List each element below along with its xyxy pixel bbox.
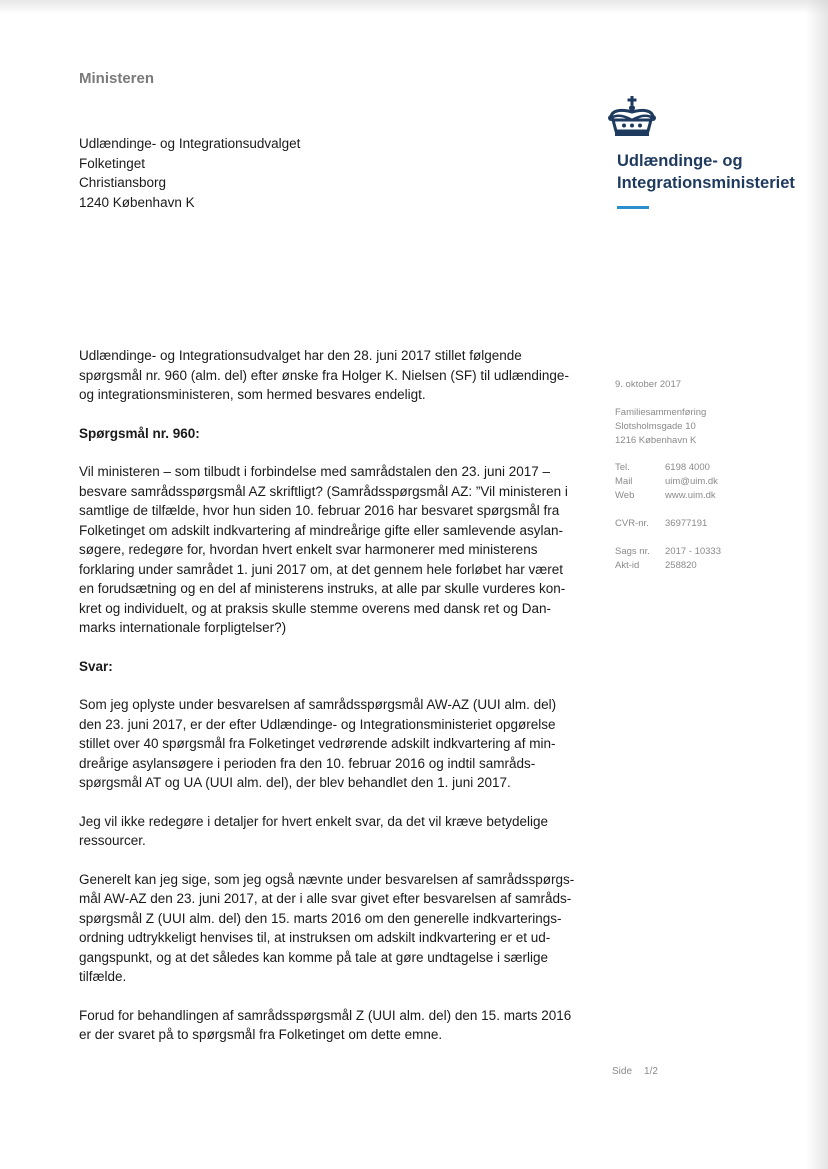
contact-row-mail <box>615 475 718 489</box>
sender-title: Ministeren <box>79 70 155 87</box>
recipient-address <box>79 134 300 212</box>
contact-label: Mail <box>615 476 633 487</box>
cvr-row <box>615 517 707 531</box>
address-line: Slotsholmsgade 10 <box>615 421 696 432</box>
text-line: marks internationale forpligtelser?) <box>79 620 287 635</box>
scan-shadow-top <box>0 0 828 14</box>
office-address <box>615 406 706 448</box>
text-line: Forud for behandlingen af samrådsspørgsmål Z (UUI alm. del) den 15. marts 2016 <box>79 1007 572 1023</box>
text-line: ressourcer. <box>79 833 146 848</box>
intro-paragraph <box>79 346 584 405</box>
contact-row-tel <box>615 461 718 475</box>
scan-shadow-right <box>806 0 828 1169</box>
case-info <box>615 545 721 573</box>
page-number <box>612 1066 670 1077</box>
address-line: Familiesammenføring <box>615 407 707 418</box>
text-line: kret og individuelt, og at praksis skulle stemme overens med dansk ret og Dan- <box>79 600 551 616</box>
recipient-line: Udlændinge- og Integrationsudvalget <box>79 136 301 151</box>
contact-value: www.uim.dk <box>665 490 716 501</box>
letter-body <box>79 346 584 1064</box>
text-line: den 23. juni 2017, er der efter Udlændinge- og Integrationsministeriet opgørelse <box>79 716 556 732</box>
ministry-name-line: Integrationsministeriet <box>617 174 795 192</box>
contact-value: uim@uim.dk <box>665 476 718 487</box>
case-label: Akt-id <box>615 560 640 571</box>
answer-paragraph <box>79 812 584 851</box>
text-line: ordning udtrykkeligt henvises til, at instruksen om adskilt indkvartering er et ud- <box>79 930 551 945</box>
text-line: gangspunkt, og at det således kan komme på tale at gøre undtagelse i særlige <box>79 949 549 965</box>
answer-paragraph <box>79 1006 584 1045</box>
text-line: samtlige de tilfælde, hvor hun siden 10. februar 2016 har besvaret spørgsmål fra <box>79 503 560 518</box>
text-line: tilfælde. <box>79 969 127 984</box>
case-value: 258820 <box>665 560 697 571</box>
text-line: og integrationsministeren, som hermed besvares endeligt. <box>79 387 426 402</box>
recipient-line: Folketinget <box>79 155 146 171</box>
ministry-name-line: Udlændinge- og <box>617 152 743 170</box>
question-heading: Spørgsmål nr. 960: <box>79 425 200 441</box>
text-line: er der svaret på to spørgsmål fra Folketinget om dette emne. <box>79 1027 443 1042</box>
contact-info <box>615 461 718 503</box>
text-line: en forudsætning og en del af ministerens instruks, at alle par skulle vurderes kon- <box>79 581 566 596</box>
text-line: forklaring under samrådet 1. juni 2017 om, at det gennem hele forløbet har været <box>79 561 564 577</box>
cvr-label: CVR-nr. <box>615 518 649 529</box>
case-row-aktid <box>615 559 721 573</box>
question-paragraph <box>79 462 584 638</box>
text-line: Jeg vil ikke redegøre i detaljer for hvert enkelt svar, da det vil kræve betydelige <box>79 813 548 829</box>
text-line: mål AW-AZ den 23. juni 2017, at der i alle svar givet efter besvarelsen af samråds- <box>79 891 572 906</box>
answer-heading: Svar: <box>79 658 113 674</box>
text-line: søgere, redegøre for, hvordan hvert enkelt svar harmonerer med ministerens <box>79 542 538 557</box>
text-line: besvare samrådsspørgsmål AZ skriftligt? (Samrådsspørgsmål AZ: ”Vil ministeren i <box>79 483 568 499</box>
text-line: stillet over 40 spørgsmål fra Folketinget vedrørende adskilt indkvartering af min- <box>79 736 556 751</box>
contact-value: 6198 4000 <box>665 462 710 473</box>
crown-icon <box>607 96 657 138</box>
cvr-value: 36977191 <box>665 518 708 529</box>
ministry-name <box>617 150 795 194</box>
text-line: dreårige asylansøgere i perioden fra den 10. februar 2016 og indtil samråds- <box>79 755 536 771</box>
recipient-line: Christiansborg <box>79 175 167 190</box>
answer-paragraph <box>79 695 584 793</box>
text-line: spørgsmål Z (UUI alm. del) den 15. marts 2016 om den generelle indkvarterings- <box>79 910 562 926</box>
text-line: spørgsmål nr. 960 (alm. del) efter ønske fra Holger K. Nielsen (SF) til udlændinge- <box>79 367 569 383</box>
case-row-sagsnr <box>615 545 721 559</box>
text-line: Folketinget om adskilt indkvartering af mindreårige gifte eller samlevende asylan- <box>79 522 563 538</box>
case-label: Sags nr. <box>615 546 650 557</box>
contact-label: Web <box>615 490 635 501</box>
cvr-info <box>615 517 707 531</box>
text-line: Udlændinge- og Integrationsudvalget har den 28. juni 2017 stillet følgende <box>79 348 522 363</box>
date-text: 9. oktober 2017 <box>615 379 682 390</box>
recipient-line: 1240 København K <box>79 194 195 210</box>
answer-paragraph <box>79 870 584 987</box>
case-value: 2017 - 10333 <box>665 546 721 557</box>
page-label: Side <box>612 1066 633 1077</box>
text-line: Vil ministeren – som tilbudt i forbindelse med samrådstalen den 23. juni 2017 – <box>79 464 551 479</box>
text-line: Generelt kan jeg sige, som jeg også nævnte under besvarelsen af samrådsspørgs- <box>79 871 575 887</box>
address-line: 1216 København K <box>615 435 697 446</box>
text-line: Som jeg oplyste under besvarelsen af samrådsspørgsmål AW-AZ (UUI alm. del) <box>79 697 557 712</box>
page-value: 1/2 <box>644 1066 658 1077</box>
contact-label: Tel. <box>615 462 630 473</box>
letter-date <box>615 378 681 392</box>
logo-accent-rule <box>617 206 649 209</box>
text-line: spørgsmål AT og UA (UUI alm. del), der blev behandlet den 1. juni 2017. <box>79 775 511 790</box>
contact-row-web <box>615 489 718 503</box>
